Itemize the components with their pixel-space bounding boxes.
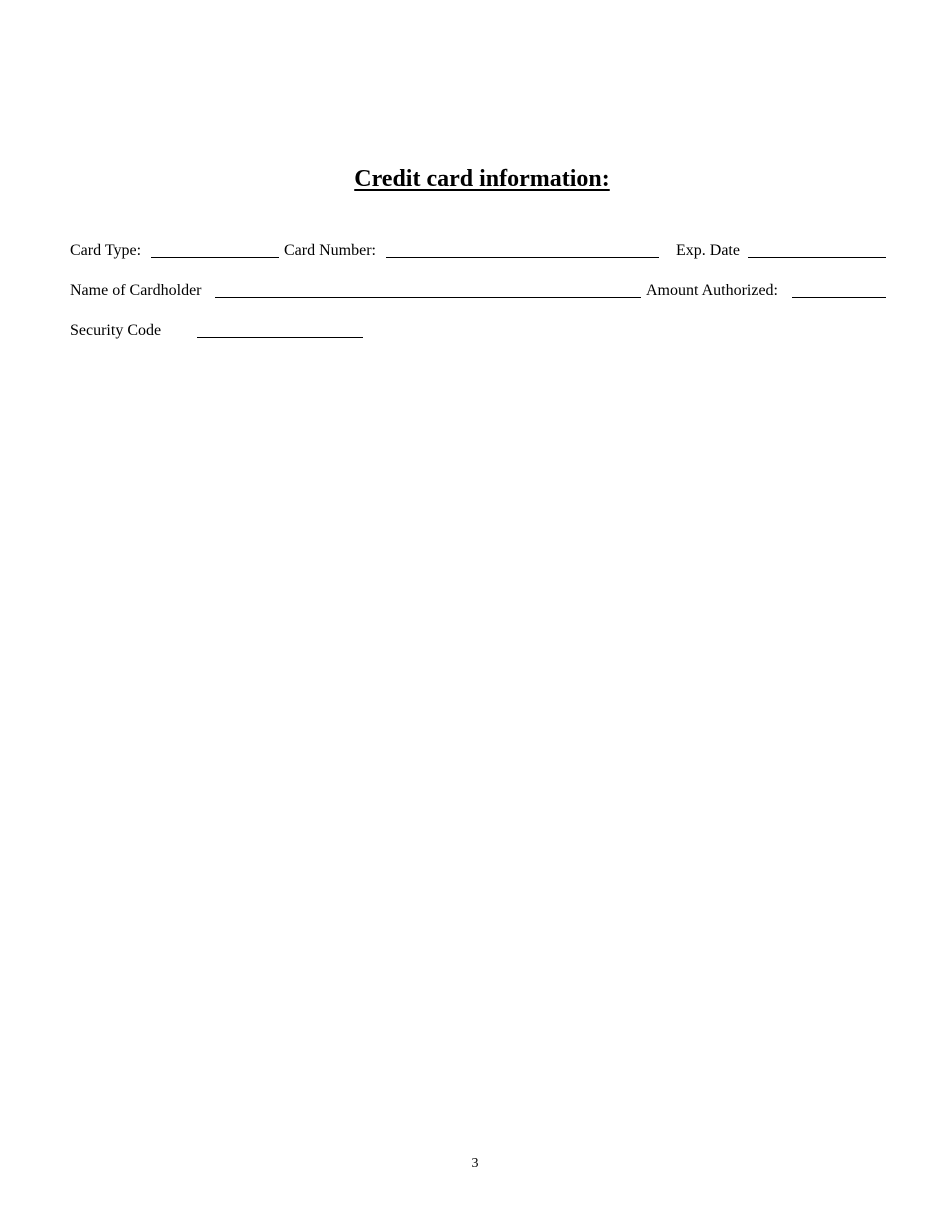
card-number-label: Card Number: (284, 242, 376, 259)
amount-authorized-label: Amount Authorized: (646, 282, 778, 299)
page-title: Credit card information: (354, 166, 610, 192)
cardholder-name-field[interactable] (215, 297, 641, 298)
amount-authorized-field[interactable] (792, 297, 886, 298)
security-code-field[interactable] (197, 337, 363, 338)
form-row-cardholder (70, 280, 886, 302)
card-type-label: Card Type: (70, 242, 142, 259)
exp-date-label: Exp. Date (676, 242, 740, 259)
form-row-card-details (70, 240, 886, 262)
page-number: 3 (471, 1156, 479, 1171)
exp-date-field[interactable] (748, 257, 886, 258)
card-type-field[interactable] (151, 257, 279, 258)
cardholder-name-label: Name of Cardholder (70, 282, 202, 299)
form-row-security (70, 320, 886, 342)
card-number-field[interactable] (386, 257, 659, 258)
security-code-label: Security Code (70, 322, 162, 339)
